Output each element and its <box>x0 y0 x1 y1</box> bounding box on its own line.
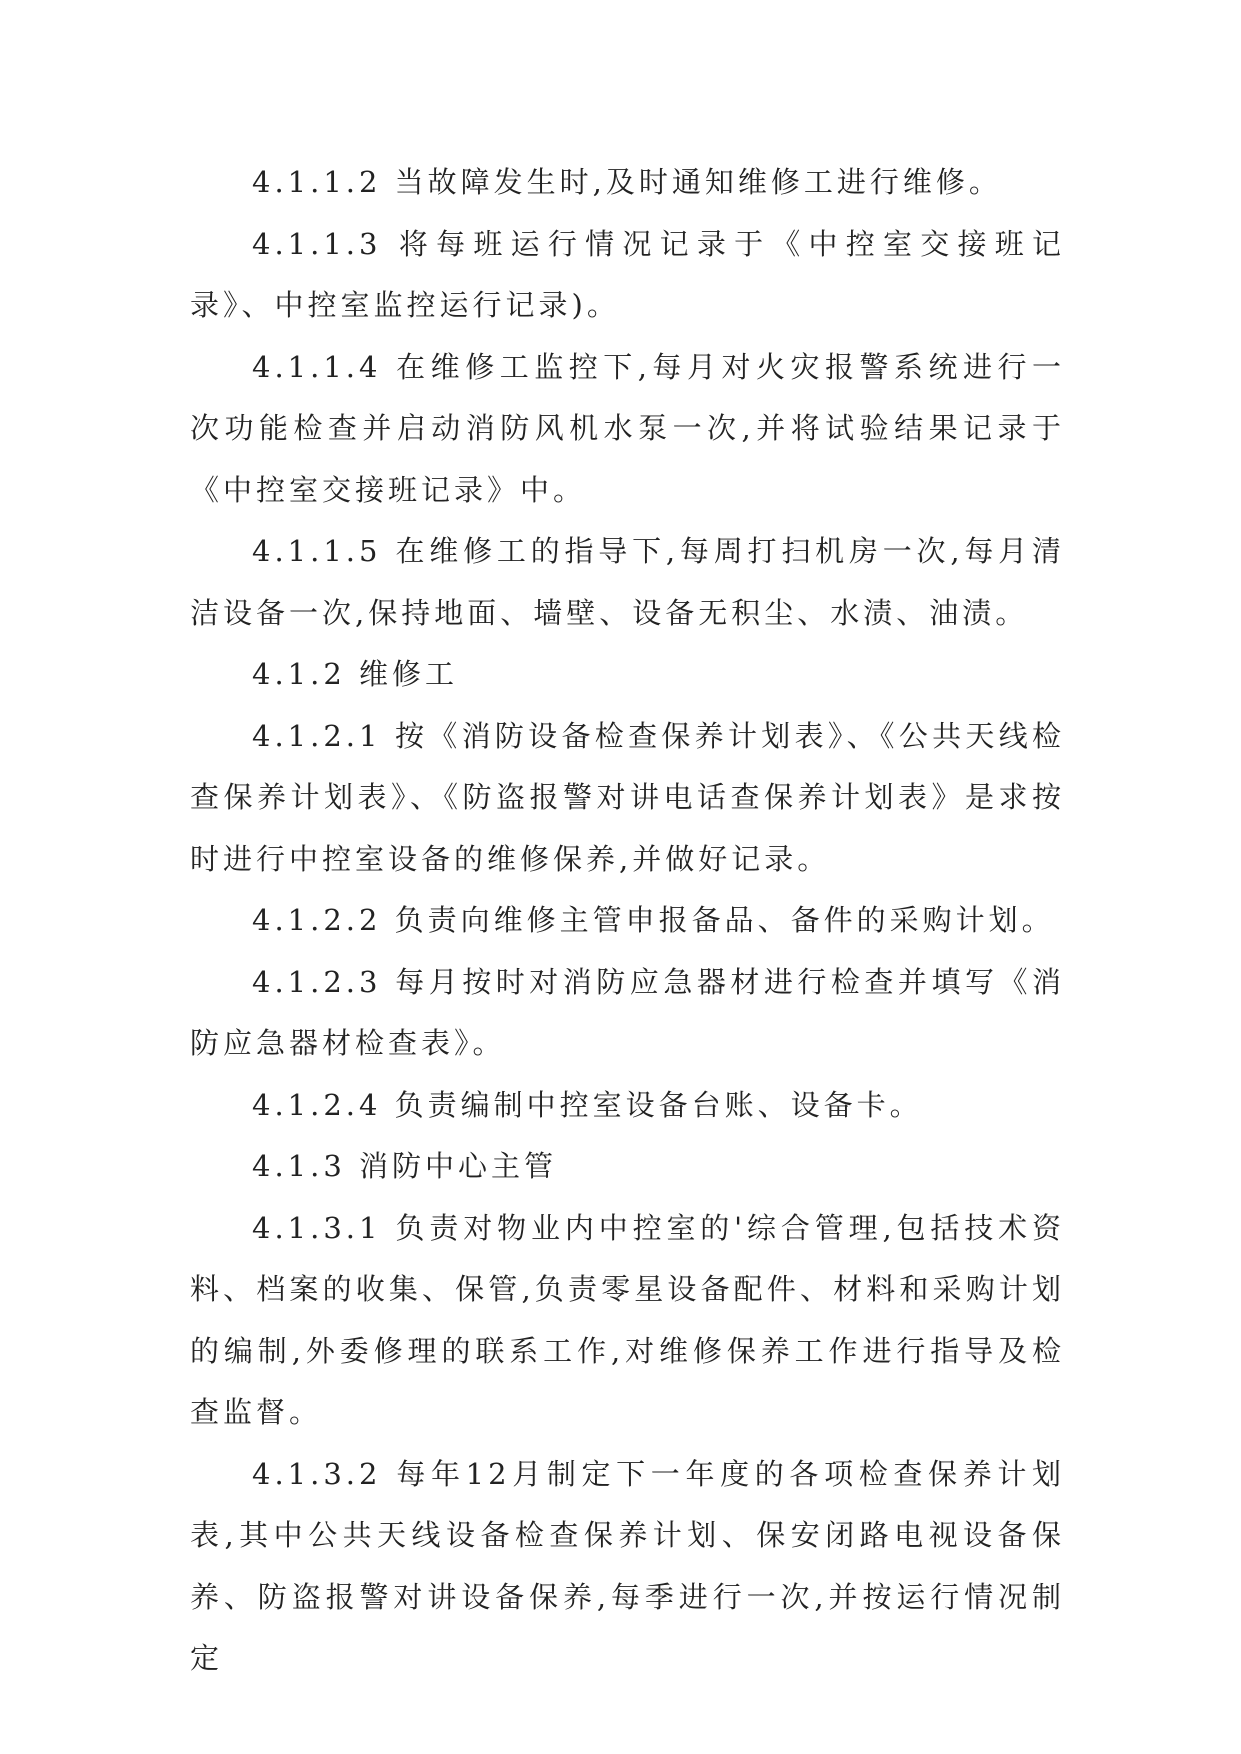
paragraph-4-1-1-4: 4.1.1.4 在维修工监控下,每月对火灾报警系统进行一次功能检查并启动消防风机水泵一次,并将试验结果记录于《中控室交接班记录》中。 <box>190 349 1065 507</box>
document-body <box>190 152 1065 1690</box>
paragraph-4-1-1-3: 4.1.1.3 将每班运行情况记录于《中控室交接班记录》、中控室监控运行记录)。 <box>190 226 1065 322</box>
paragraph-4-1-1-2: 4.1.1.2 当故障发生时,及时通知维修工进行维修。 <box>252 165 1002 199</box>
paragraph-4-1-3-1: 4.1.3.1 负责对物业内中控室的'综合管理,包括技术资料、档案的收集、保管,负责零星设备配件、材料和采购计划的编制,外委修理的联系工作,对维修保养工作进行指导及检查监督。 <box>190 1210 1065 1429</box>
paragraph-4-1-2-1: 4.1.2.1 按《消防设备检查保养计划表》、《公共天线检查保养计划表》、《防盗报警对讲电话查保养计划表》是求按时进行中控室设备的维修保养,并做好记录。 <box>190 718 1065 876</box>
section-heading-4-1-2: 4.1.2 维修工 <box>252 657 459 691</box>
section-heading-4-1-3: 4.1.3 消防中心主管 <box>252 1149 558 1183</box>
paragraph-4-1-2-2: 4.1.2.2 负责向维修主管申报备品、备件的采购计划。 <box>252 903 1055 937</box>
paragraph-4-1-2-3: 4.1.2.3 每月按时对消防应急器材进行检查并填写《消防应急器材检查表》。 <box>190 964 1065 1060</box>
paragraph-4-1-3-2: 4.1.3.2 每年12月制定下一年度的各项检查保养计划表,其中公共天线设备检查保养计划、保安闭路电视设备保养、防盗报警对讲设备保养,每季进行一次,并按运行情况制定 <box>190 1456 1065 1675</box>
paragraph-4-1-1-5: 4.1.1.5 在维修工的指导下,每周打扫机房一次,每月清洁设备一次,保持地面、墙壁、设备无积尘、水渍、油渍。 <box>190 534 1065 630</box>
paragraph-4-1-2-4: 4.1.2.4 负责编制中控室设备台账、设备卡。 <box>252 1087 923 1122</box>
